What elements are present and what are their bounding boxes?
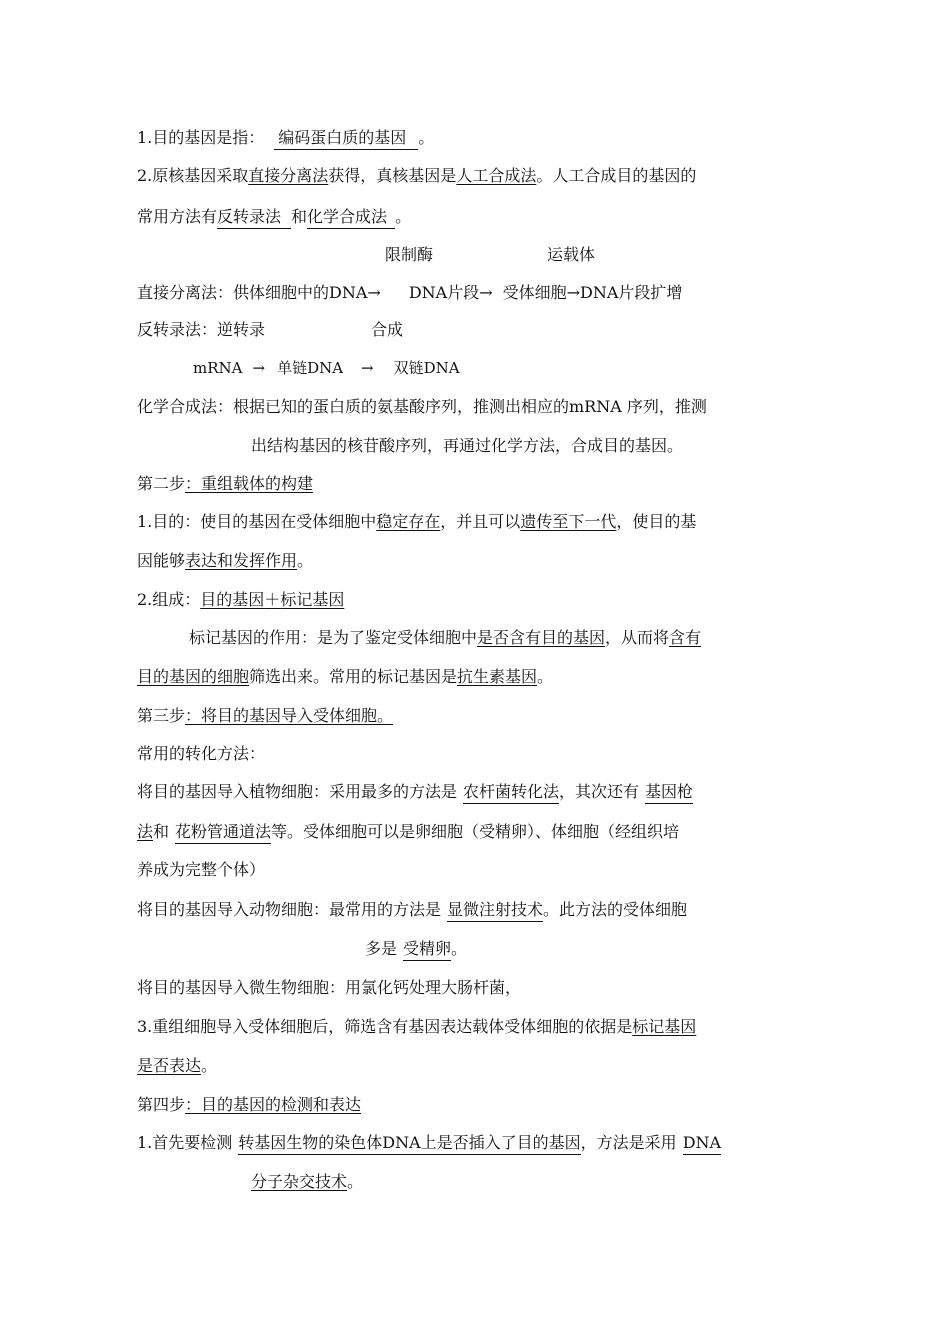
- line-target-gene-definition: 1.目的基因是指： 编码蛋白质的基因 。: [137, 126, 434, 150]
- answer-underline: DNA: [683, 1132, 721, 1155]
- line-plant-cells: 将目的基因导入植物细胞：采用最多的方法是 农杆菌转化法，其次还有 基因枪: [137, 780, 693, 804]
- answer-underline: 标记基因: [280, 590, 345, 609]
- heading-step-four: 第四步：目的基因的检测和表达: [137, 1095, 362, 1114]
- line-screening-basis-cont: 是否表达。: [137, 1056, 218, 1075]
- line-composition: 2.组成：目的基因＋标记基因: [137, 590, 345, 609]
- answer-underline: 分子杂交技术: [251, 1172, 348, 1191]
- line-transformation-methods: 常用的转化方法：: [137, 744, 266, 763]
- answer-underline: 是否含有目的基因: [477, 628, 606, 647]
- line-plant-cells-end: 养成为完整个体）: [137, 860, 266, 879]
- answer-underline: 受精卵: [403, 938, 451, 961]
- line-reverse-transcription: 反转录法：逆转录 合成: [137, 320, 404, 339]
- line-animal-cells-cont: 多是 受精卵。: [365, 937, 467, 961]
- answer-underline: 是否表达: [137, 1056, 202, 1075]
- line-detection: 1.首先要检测 转基因生物的染色体DNA上是否插入了目的基因，方法是采用 DNA: [137, 1131, 721, 1155]
- line-animal-cells: 将目的基因导入动物细胞：最常用的方法是 显微注射技术。此方法的受体细胞: [137, 898, 687, 922]
- answer-underline: 人工合成法: [456, 166, 537, 185]
- answer-underline: 目的基因: [200, 590, 265, 609]
- answer-underline: 目的基因的细胞: [137, 667, 250, 686]
- answer-underline: 农杆菌转化法: [463, 781, 559, 804]
- line-direct-isolation: 直接分离法：供体细胞中的DNA→ DNA片段→ 受体细胞→DNA片段扩增: [137, 283, 683, 302]
- line-common-methods: 常用方法有反转录法 和化学合成法 。: [137, 205, 411, 229]
- heading-step-three: 第三步：将目的基因导入受体细胞。: [137, 706, 394, 725]
- answer-underline: 编码蛋白质的基因: [274, 127, 418, 150]
- line-marker-role: 标记基因的作用：是为了鉴定受体细胞中是否含有目的基因，从而将含有: [189, 628, 702, 647]
- line-marker-role-cont: 目的基因的细胞筛选出来。常用的标记基因是抗生素基因。: [137, 667, 554, 686]
- answer-underline: 抗生素基因: [457, 667, 538, 686]
- line-mrna-chain: mRNA → 单链DNA → 双链DNA: [193, 359, 460, 377]
- heading-step-two: 第二步：重组载体的构建: [137, 474, 314, 493]
- arrow-label-reverse: 逆转录: [217, 320, 266, 339]
- line-chemical-synthesis: 化学合成法：根据已知的蛋白质的氨基酸序列，推测出相应的mRNA 序列，推测: [137, 397, 707, 416]
- line-chemical-synthesis-cont: 出结构基因的核苷酸序列，再通过化学方法，合成目的基因。: [251, 436, 684, 455]
- line-purpose: 1.目的：使目的基因在受体细胞中稳定存在，并且可以遗传至下一代，使目的基: [137, 512, 697, 531]
- answer-underline: 表达和发挥作用: [185, 551, 298, 570]
- answer-underline: 反转录法: [217, 206, 291, 229]
- answer-underline: 稳定存在: [376, 512, 441, 531]
- line-purpose-cont: 因能够表达和发挥作用。: [137, 551, 314, 570]
- line-screening-basis: 3.重组细胞导入受体细胞后，筛选含有基因表达载体受体细胞的依据是标记基因: [137, 1017, 697, 1036]
- arrow-label-vector: 运载体: [547, 245, 596, 264]
- answer-underline: 直接分离法: [248, 166, 329, 185]
- answer-underline: 花粉管通道法: [175, 821, 271, 844]
- answer-underline: 遗传至下一代: [520, 512, 617, 531]
- line-microbial-cells: 将目的基因导入微生物细胞：用氯化钙处理大肠杆菌，: [137, 978, 522, 997]
- answer-underline: 基因枪: [645, 781, 693, 804]
- line-detection-cont: 分子杂交技术。: [251, 1172, 364, 1191]
- line-prokaryote-gene: 2.原核基因采取直接分离法获得，真核基因是人工合成法。人工合成目的基因的: [137, 166, 697, 185]
- answer-underline: 标记基因: [632, 1017, 697, 1036]
- answer-underline: 转基因生物的染色体DNA上是否插入了目的基因: [238, 1132, 580, 1155]
- arrow-label-synth: 合成: [371, 320, 404, 339]
- answer-underline: 显微注射技术: [447, 899, 543, 922]
- arrow-label-enzyme: 限制酶: [385, 245, 434, 264]
- answer-underline: 化学合成法: [307, 206, 395, 229]
- line-plant-cells-cont: 法和 花粉管通道法等。受体细胞可以是卵细胞（受精卵）、体细胞（经组织培: [137, 820, 679, 844]
- answer-underline: 含有: [669, 628, 702, 647]
